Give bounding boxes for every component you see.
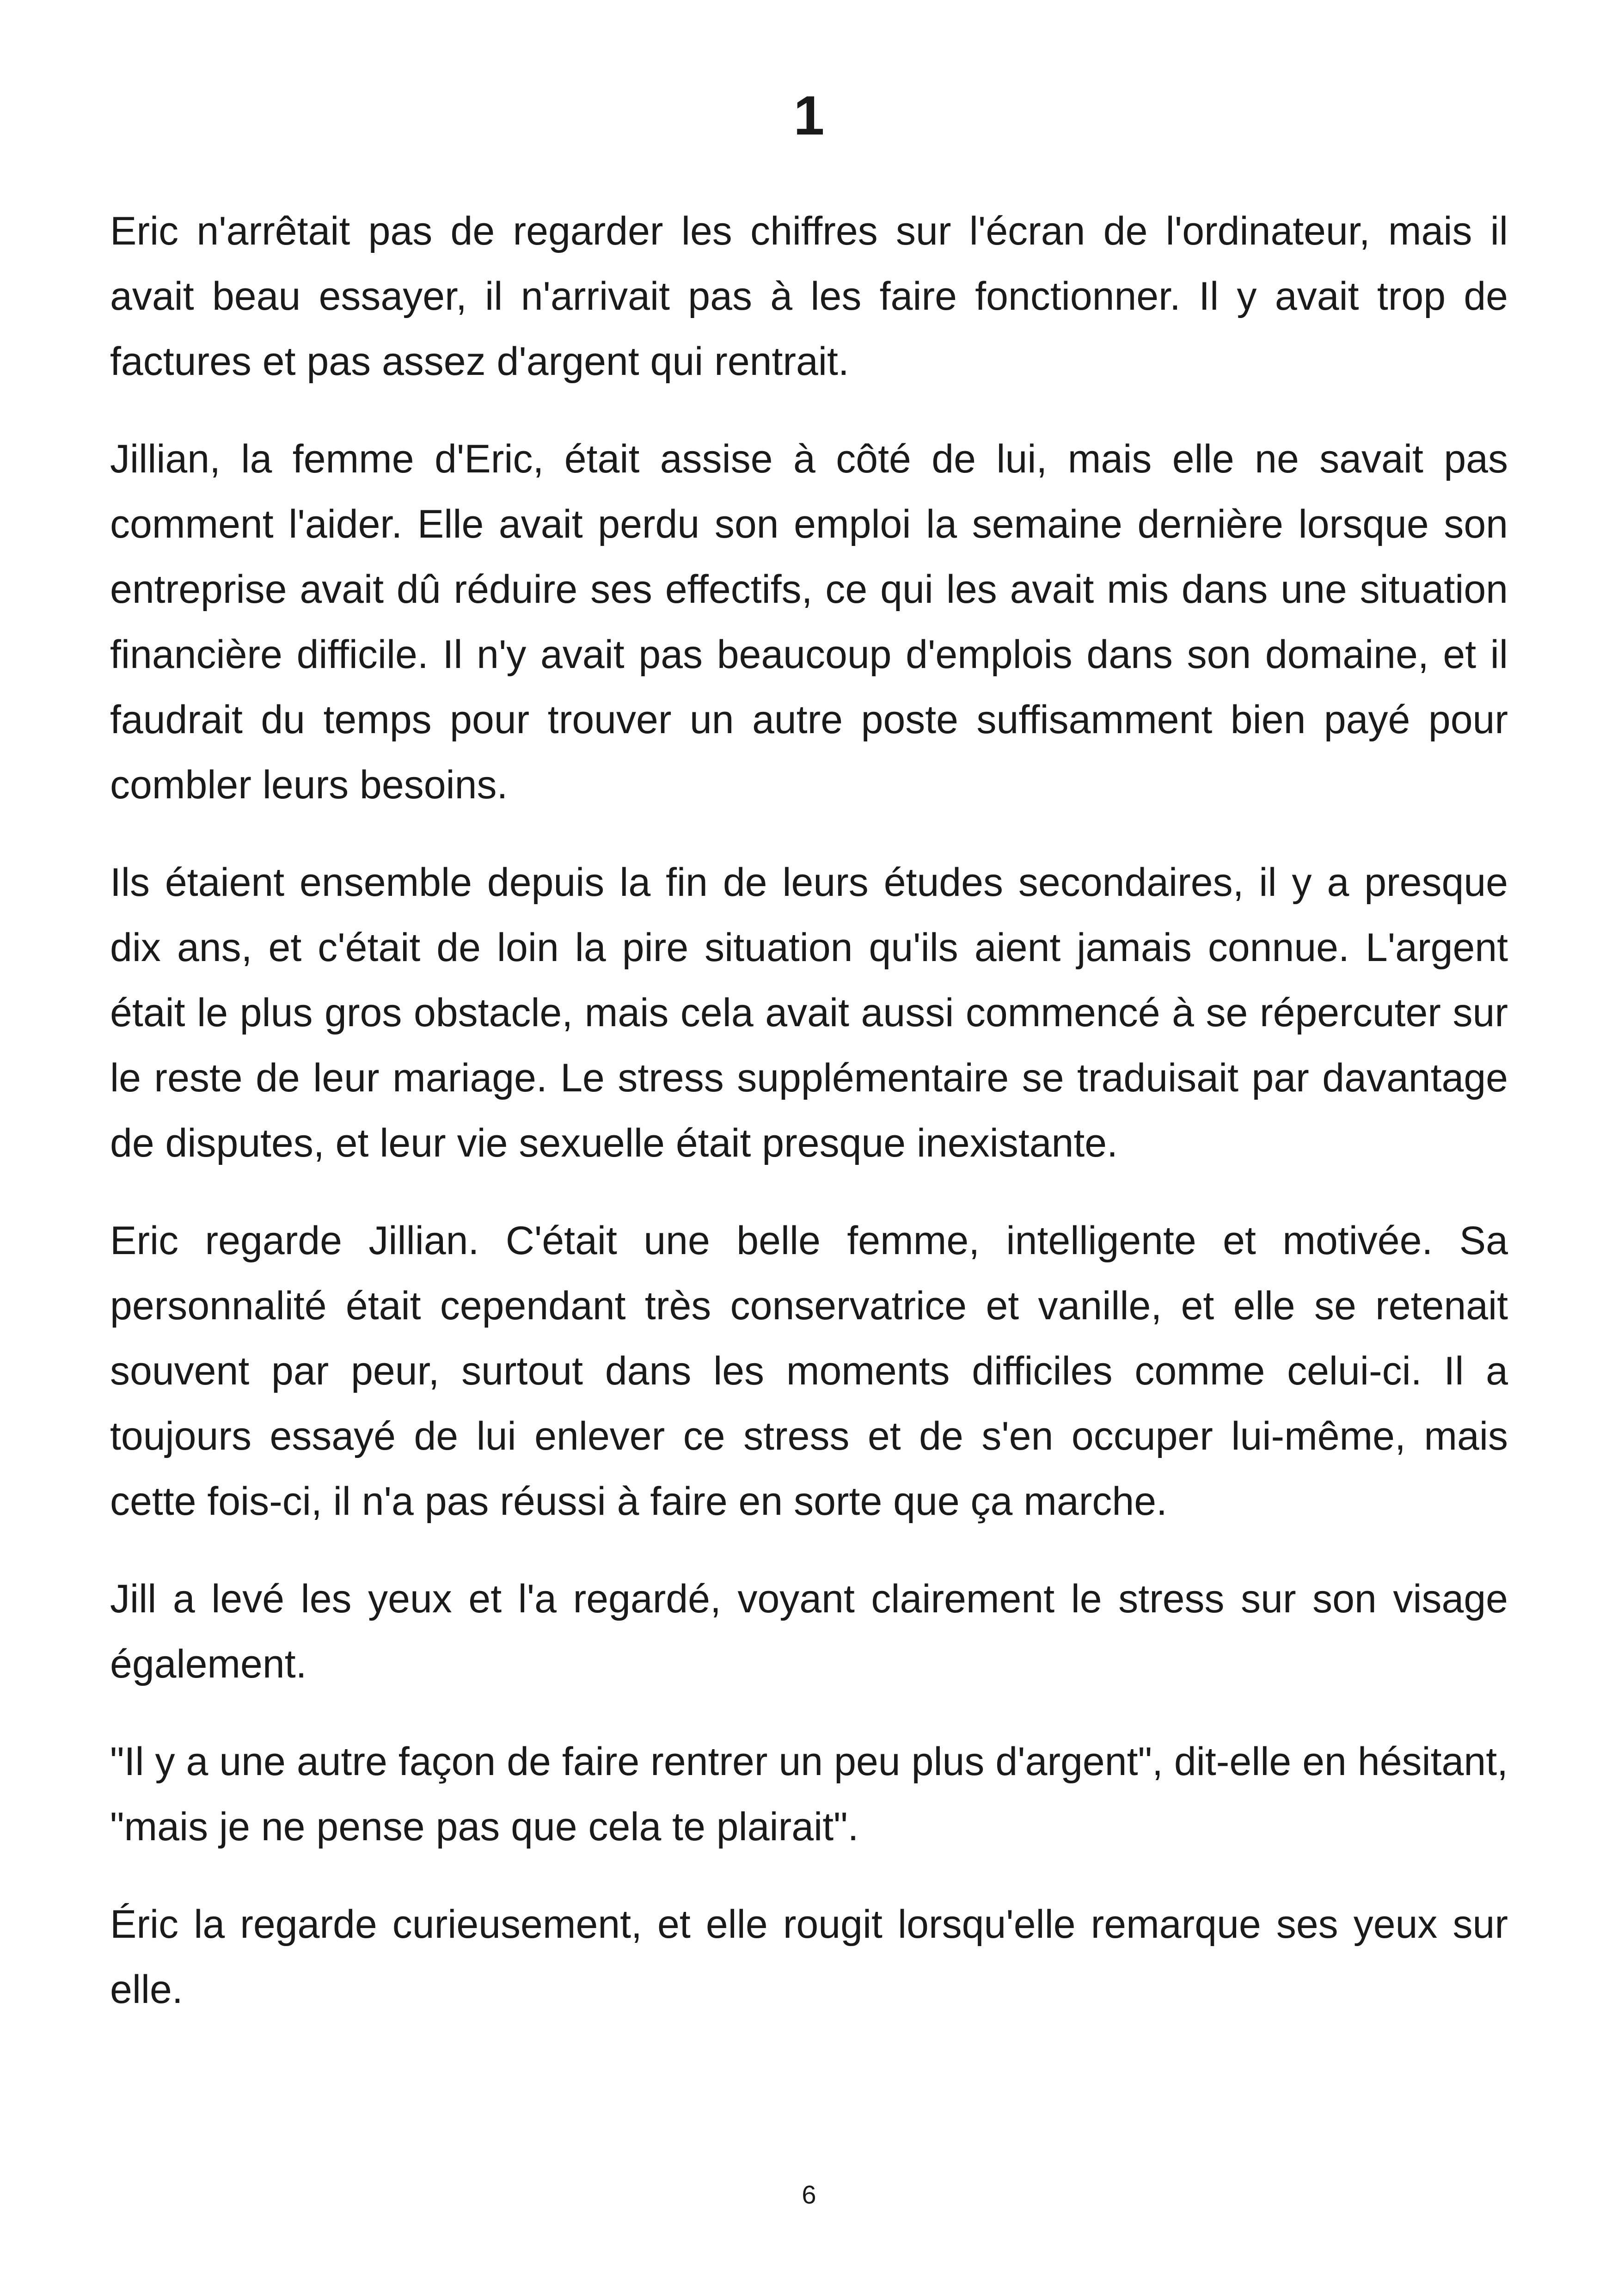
- paragraph: Jillian, la femme d'Eric, était assise à côté de lui, mais elle ne savait pas comment l'aider. Elle avait perdu son emploi la semaine dernière lorsque son entreprise avait dû réduire ses effectifs, ce qui les avait mis dans une situation financière difficile. Il n'y avait pas beaucoup d'emplois dans son domaine, et il faudrait du temps pour trouver un autre poste suffisamment bien payé pour combler leurs besoins.: [110, 437, 1508, 807]
- paragraph: Jill a levé les yeux et l'a regardé, voyant clairement le stress sur son visage également.: [110, 1577, 1508, 1686]
- paragraph: Ils étaient ensemble depuis la fin de leurs études secondaires, il y a presque dix ans, et c'était de loin la pire situation qu'ils aient jamais connue. L'argent était le plus gros obstacle, mais cela avait aussi commencé à se répercuter sur le reste de leur mariage. Le stress supplémentaire se traduisait par davantage de disputes, et leur vie sexuelle était presque inexistante.: [110, 860, 1508, 1165]
- paragraph: Eric regarde Jillian. C'était une belle femme, intelligente et motivée. Sa personnalité était cependant très conservatrice et vanille, et elle se retenait souvent par peur, surtout dans les moments difficiles comme celui-ci. Il a toujours essayé de lui enlever ce stress et de s'en occuper lui-même, mais cette fois-ci, il n'a pas réussi à faire en sorte que ça marche.: [110, 1218, 1508, 1524]
- paragraph: Eric n'arrêtait pas de regarder les chiffres sur l'écran de l'ordinateur, mais il avait beau essayer, il n'arrivait pas à les faire fonctionner. Il y avait trop de factures et pas assez d'argent qui rentrait.: [110, 209, 1508, 384]
- page-number: 6: [802, 2180, 816, 2209]
- chapter-number: 1: [793, 85, 825, 147]
- paragraph: Éric la regarde curieusement, et elle rougit lorsqu'elle remarque ses yeux sur elle.: [110, 1902, 1508, 2012]
- paragraph: "Il y a une autre façon de faire rentrer un peu plus d'argent", dit-elle en hésitant, "mais je ne pense pas que cela te plairait".: [110, 1739, 1508, 1849]
- chapter-body: [110, 199, 1508, 2055]
